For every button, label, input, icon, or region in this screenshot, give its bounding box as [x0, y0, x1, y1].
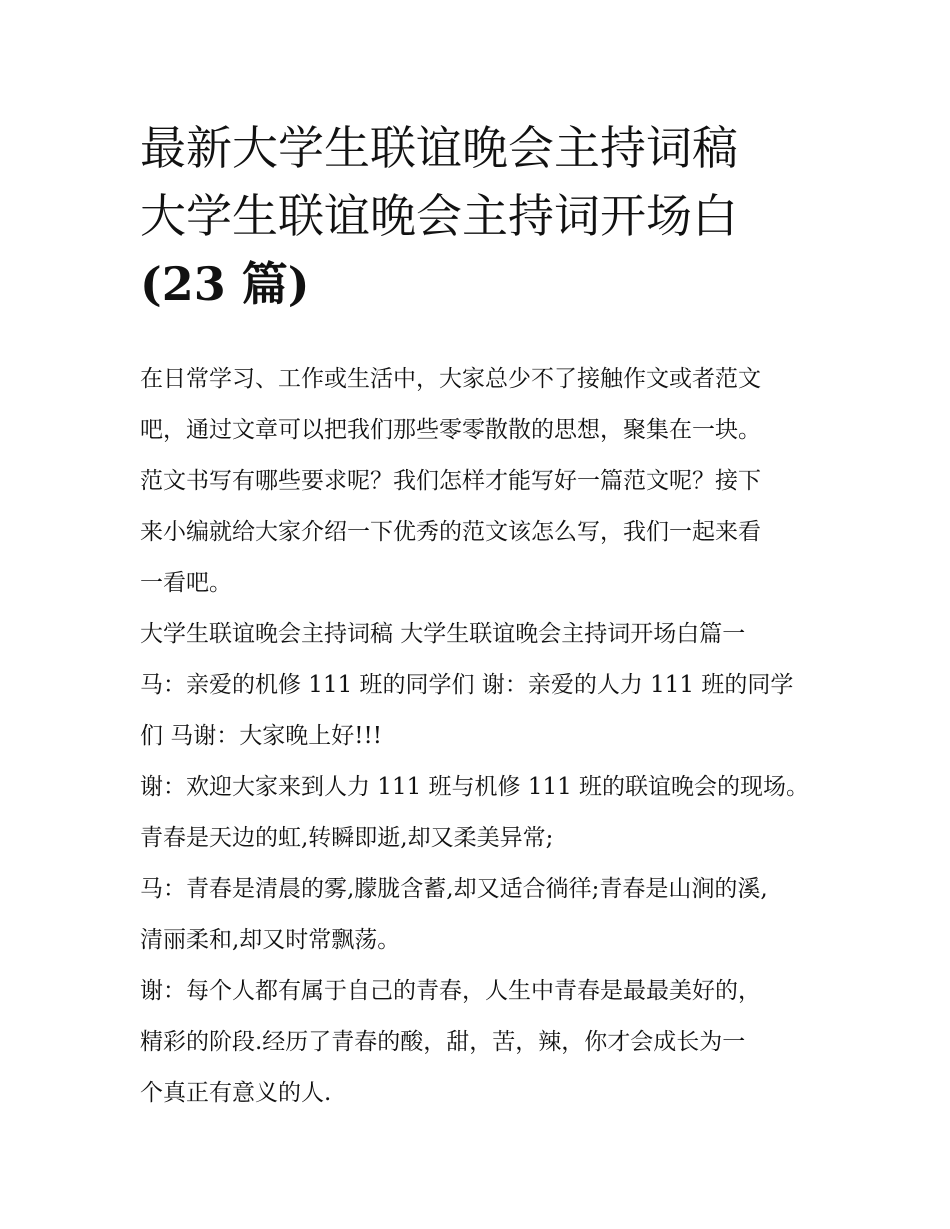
text-line: 大学生联谊晚会主持词稿 大学生联谊晚会主持词开场白篇一	[140, 621, 746, 647]
text-line: 一看吧。	[140, 570, 232, 596]
title-line: (23 篇)	[140, 257, 310, 311]
text-line: 清丽柔和,却又时常飘荡。	[140, 927, 401, 953]
script-paragraph	[140, 762, 830, 864]
document-title	[140, 114, 820, 318]
text-line: 个真正有意义的人.	[140, 1080, 332, 1106]
text-line: 谢：欢迎大家来到人力 111 班与机修 111 班的联谊晚会的现场。	[140, 774, 810, 800]
text-line: 们 马谢：大家晚上好!!!	[140, 723, 383, 749]
text-line: 来小编就给大家介绍一下优秀的范文该怎么写，我们一起来看	[140, 519, 761, 545]
script-paragraph	[140, 864, 830, 966]
text-line: 马：青春是清晨的雾,朦胧含蓄,却又适合徜徉;青春是山涧的溪,	[140, 876, 768, 902]
script-paragraph	[140, 966, 830, 1119]
text-line: 范文书写有哪些要求呢？我们怎样才能写好一篇范文呢？接下	[140, 468, 761, 494]
text-line: 在日常学习、工作或生活中，大家总少不了接触作文或者范文	[140, 366, 761, 392]
title-line: 最新大学生联谊晚会主持词稿	[140, 121, 738, 175]
text-line: 谢：每个人都有属于自己的青春，人生中青春是最最美好的，	[140, 978, 761, 1004]
section-heading	[140, 609, 830, 660]
text-line: 吧，通过文章可以把我们那些零零散散的思想，聚集在一块。	[140, 417, 761, 443]
text-line: 精彩的阶段.经历了青春的酸，甜，苦，辣，你才会成长为一	[140, 1029, 746, 1055]
intro-paragraph	[140, 354, 830, 609]
script-paragraph	[140, 660, 830, 762]
title-line: 大学生联谊晚会主持词开场白	[140, 189, 738, 243]
text-line: 青春是天边的虹,转瞬即逝,却又柔美异常;	[140, 825, 554, 851]
document-body	[140, 354, 830, 1119]
text-line: 马：亲爱的机修 111 班的同学们 谢：亲爱的人力 111 班的同学	[140, 672, 794, 698]
